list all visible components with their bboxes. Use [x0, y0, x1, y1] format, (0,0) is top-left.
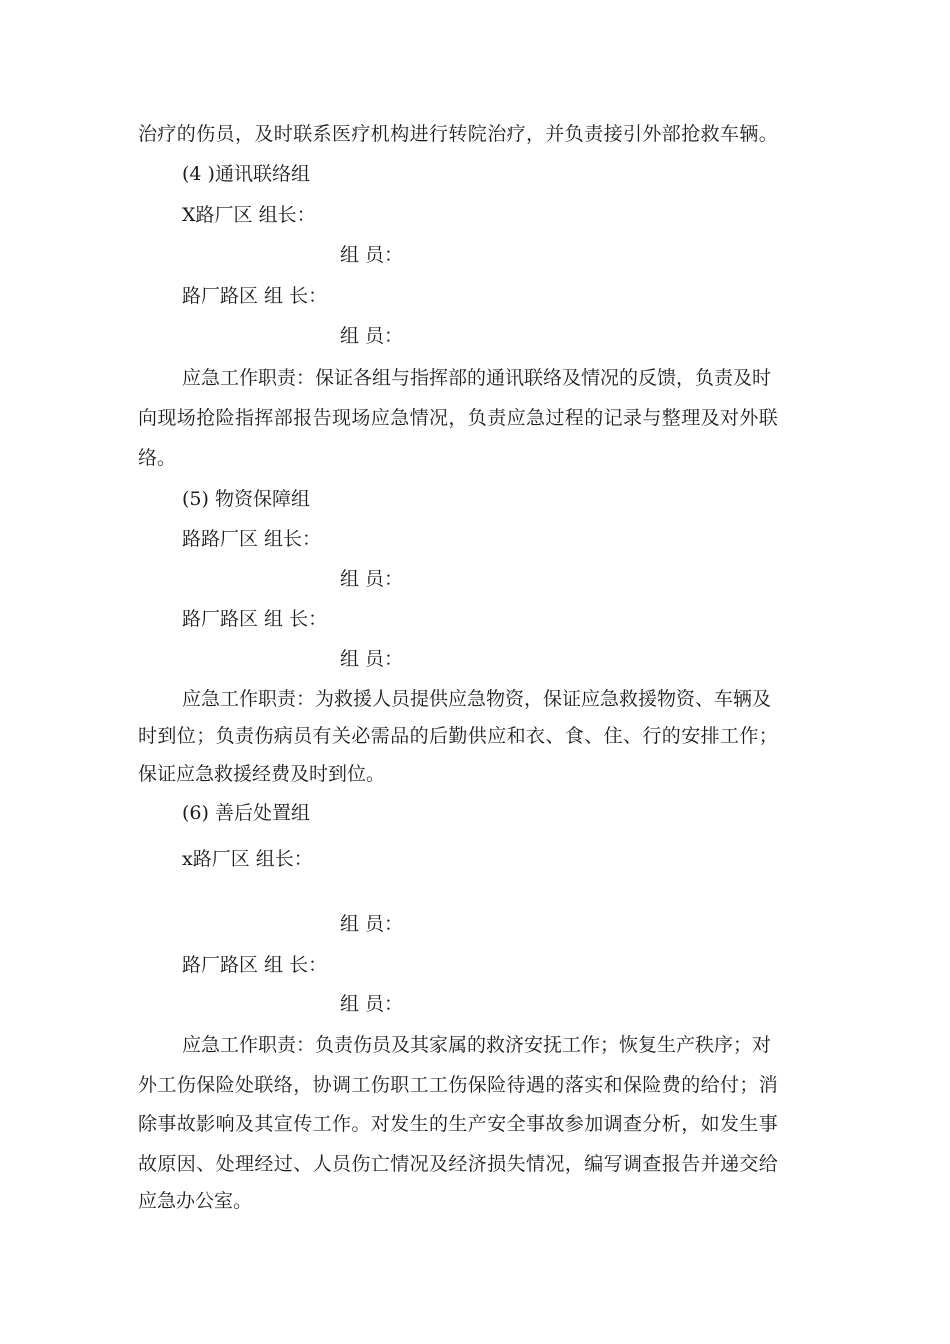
duty-paragraph-line: 除事故影响及其宣传工作。对发生的生产安全事故参加调查分析，如发生事 — [138, 1113, 779, 1135]
group-leader-line: 路厂路区 组 长： — [182, 608, 328, 630]
paragraph-line: 治疗的伤员，及时联系医疗机构进行转院治疗，并负责接引外部抢救车辆。 — [138, 123, 779, 145]
group-leader-line: 路厂路区 组 长： — [182, 954, 328, 976]
group-member-line: 组 员： — [340, 568, 404, 590]
section-heading-communication: (4 )通讯联络组 — [182, 163, 310, 185]
group-leader-line: X路厂区 组长： — [182, 204, 316, 226]
group-leader-line: 路厂路区 组 长： — [182, 285, 328, 307]
duty-paragraph-line: 保证应急救援经费及时到位。 — [138, 763, 386, 785]
group-leader-line: x路厂区 组长： — [182, 848, 313, 870]
duty-paragraph-line: 络。 — [138, 447, 177, 469]
group-member-line: 组 员： — [340, 913, 404, 935]
duty-paragraph-line: 故原因、处理经过、人员伤亡情况及经济损失情况，编写调查报告并递交给 — [138, 1153, 779, 1175]
duty-paragraph-line: 应急工作职责：负责伤员及其家属的救济安抚工作；恢复生产秩序；对 — [182, 1034, 772, 1056]
duty-paragraph-line: 应急办公室。 — [138, 1190, 253, 1212]
duty-paragraph-line: 外工伤保险处联络，协调工伤职工工伤保险待遇的落实和保险费的给付；消 — [138, 1074, 779, 1096]
group-member-line: 组 员： — [340, 648, 404, 670]
section-heading-supplies: (5) 物资保障组 — [182, 488, 310, 510]
duty-paragraph-line: 时到位；负责伤病员有关必需品的后勤供应和衣、食、住、行的安排工作； — [138, 725, 779, 747]
duty-paragraph-line: 应急工作职责：保证各组与指挥部的通讯联络及情况的反馈，负责及时 — [182, 367, 772, 389]
group-member-line: 组 员： — [340, 325, 404, 347]
group-leader-line: 路路厂区 组长： — [182, 528, 322, 550]
group-member-line: 组 员： — [340, 244, 404, 266]
duty-paragraph-line: 向现场抢险指挥部报告现场应急情况，负责应急过程的记录与整理及对外联 — [138, 407, 779, 429]
group-member-line: 组 员： — [340, 993, 404, 1015]
duty-paragraph-line: 应急工作职责：为救援人员提供应急物资，保证应急救援物资、车辆及 — [182, 688, 772, 710]
section-heading-aftermath: (6) 善后处置组 — [182, 802, 310, 824]
